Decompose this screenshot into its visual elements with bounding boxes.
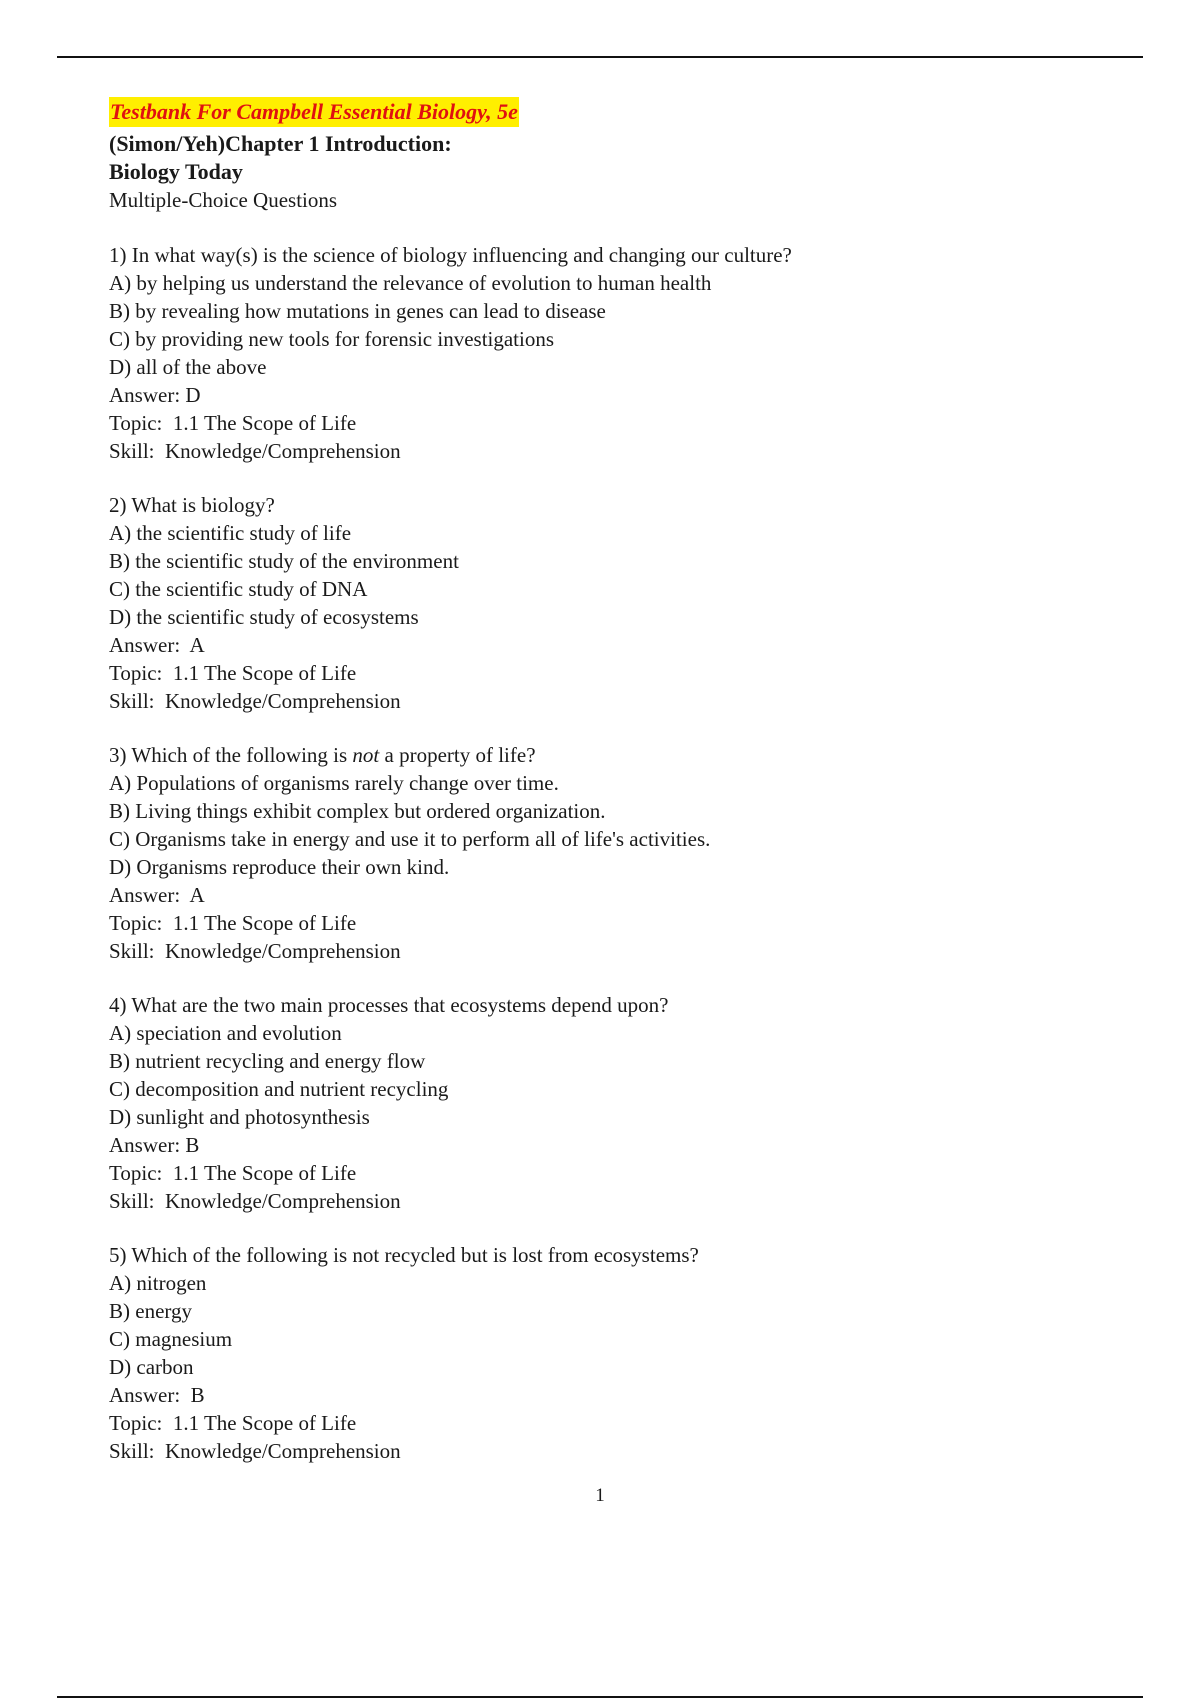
question-stem: 1) In what way(s) is the science of biology influencing and changing our culture? — [109, 243, 792, 267]
choice-a: A) nitrogen — [109, 1271, 207, 1295]
section-label: Multiple-Choice Questions — [109, 188, 338, 212]
answer-line: Answer: B — [109, 1133, 200, 1157]
choice-b: B) the scientific study of the environment — [109, 549, 459, 573]
choice-a: A) by helping us understand the relevance of evolution to human health — [109, 271, 712, 295]
choice-c: C) decomposition and nutrient recycling — [109, 1077, 449, 1101]
choice-d: D) the scientific study of ecosystems — [109, 605, 419, 629]
document-body — [109, 97, 1109, 1465]
question-stem: 3) Which of the following is not a property of life? — [109, 743, 536, 767]
bottom-rule — [57, 1696, 1143, 1698]
choice-b: B) nutrient recycling and energy flow — [109, 1049, 426, 1073]
choice-c: C) the scientific study of DNA — [109, 577, 368, 601]
choice-d: D) carbon — [109, 1355, 194, 1379]
question-stem: 4) What are the two main processes that ecosystems depend upon? — [109, 993, 669, 1017]
choice-b: B) energy — [109, 1299, 193, 1323]
question-stem: 5) Which of the following is not recycled but is lost from ecosystems? — [109, 1243, 699, 1267]
topic-line: Topic: 1.1 The Scope of Life — [109, 911, 357, 935]
topic-line: Topic: 1.1 The Scope of Life — [109, 411, 357, 435]
topic-line: Topic: 1.1 The Scope of Life — [109, 661, 357, 685]
chapter-subtitle: Biology Today — [109, 159, 243, 184]
choice-a: A) speciation and evolution — [109, 1021, 342, 1045]
skill-line: Skill: Knowledge/Comprehension — [109, 1189, 401, 1213]
choice-c: C) by providing new tools for forensic investigations — [109, 327, 555, 351]
choice-a: A) Populations of organisms rarely change over time. — [109, 771, 559, 795]
skill-line: Skill: Knowledge/Comprehension — [109, 939, 401, 963]
question-block — [109, 741, 1109, 965]
skill-line: Skill: Knowledge/Comprehension — [109, 689, 401, 713]
choice-d: D) all of the above — [109, 355, 267, 379]
page-number: 1 — [595, 1485, 605, 1506]
chapter-heading: (Simon/Yeh)Chapter 1 Introduction: — [109, 131, 452, 156]
choice-d: D) sunlight and photosynthesis — [109, 1105, 370, 1129]
skill-line: Skill: Knowledge/Comprehension — [109, 1439, 401, 1463]
choice-c: C) magnesium — [109, 1327, 233, 1351]
top-rule — [57, 56, 1143, 58]
skill-line: Skill: Knowledge/Comprehension — [109, 439, 401, 463]
choice-b: B) by revealing how mutations in genes can lead to disease — [109, 299, 606, 323]
question-block — [109, 1241, 1109, 1465]
question-block — [109, 991, 1109, 1215]
answer-line: Answer: A — [109, 633, 205, 657]
answer-line: Answer: B — [109, 1383, 205, 1407]
question-stem: 2) What is biology? — [109, 493, 275, 517]
choice-d: D) Organisms reproduce their own kind. — [109, 855, 450, 879]
choice-c: C) Organisms take in energy and use it to perform all of life's activities. — [109, 827, 711, 851]
answer-line: Answer: A — [109, 883, 205, 907]
topic-line: Topic: 1.1 The Scope of Life — [109, 1161, 357, 1185]
question-block — [109, 241, 1109, 465]
topic-line: Topic: 1.1 The Scope of Life — [109, 1411, 357, 1435]
question-block — [109, 491, 1109, 715]
testbank-banner: Testbank For Campbell Essential Biology, 5e — [109, 97, 519, 127]
answer-line: Answer: D — [109, 383, 201, 407]
choice-a: A) the scientific study of life — [109, 521, 352, 545]
choice-b: B) Living things exhibit complex but ordered organization. — [109, 799, 606, 823]
